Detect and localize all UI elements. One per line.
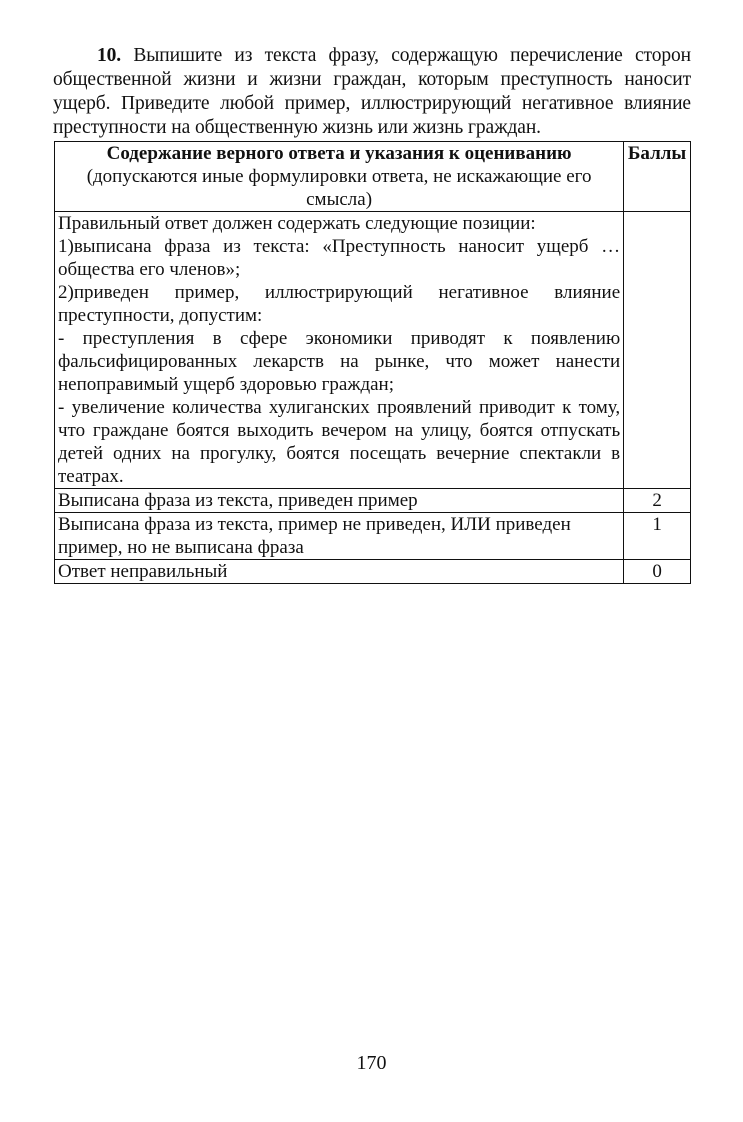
criterion-cell: Выписана фраза из текста, пример не приведен, ИЛИ приведен пример, но не выписана фраза	[55, 513, 624, 560]
task-number: 10.	[97, 45, 122, 66]
header-content-note: (допускаются иные формулировки ответа, не искажающие его смысла)	[86, 166, 592, 210]
table-row	[55, 489, 691, 513]
answer-intro: Правильный ответ должен содержать следующие позиции:	[58, 213, 536, 234]
table-row	[55, 560, 691, 584]
answer-cell	[55, 212, 624, 489]
answer-row	[55, 212, 691, 489]
table-row	[55, 513, 691, 560]
answer-example-2: - увеличение количества хулиганских проявлений приводит к тому, что граждане боятся выходить вечером на улицу, боятся отпускать детей одних на прогулку, боятся посещать вечерние спектакли в театрах.	[58, 397, 621, 487]
score-cell: 2	[624, 489, 691, 513]
task-paragraph	[53, 44, 691, 140]
criterion-cell: Ответ неправильный	[55, 560, 624, 584]
task-text: Выпишите из текста фразу, содержащую перечисление сторон общественной жизни и жизни граждан, которым преступность наносит ущерб. Приведите любой пример, иллюстрирующий негативное влияние преступности на общественную жизнь или жизнь граждан.	[53, 45, 691, 138]
score-cell: 0	[624, 560, 691, 584]
header-content-cell	[55, 142, 624, 212]
criterion-cell: Выписана фраза из текста, приведен пример	[55, 489, 624, 513]
header-content-title: Содержание верного ответа и указания к оцениванию	[106, 143, 572, 164]
answer-item-2: 2)приведен пример, иллюстрирующий негативное влияние преступности, допустим:	[58, 282, 621, 326]
answer-example-1: - преступления в сфере экономики приводят к появлению фальсифицированных лекарств на рынке, что может нанести непоправимый ущерб здоровью граждан;	[58, 328, 621, 395]
answer-score-cell	[624, 212, 691, 489]
answer-item-1: 1)выписана фраза из текста: «Преступность наносит ущерб … общества его членов»;	[58, 236, 621, 280]
score-cell: 1	[624, 513, 691, 560]
grading-table	[54, 141, 691, 584]
header-score-cell: Баллы	[624, 142, 691, 212]
page-number: 170	[356, 1052, 387, 1074]
table-header-row	[55, 142, 691, 212]
